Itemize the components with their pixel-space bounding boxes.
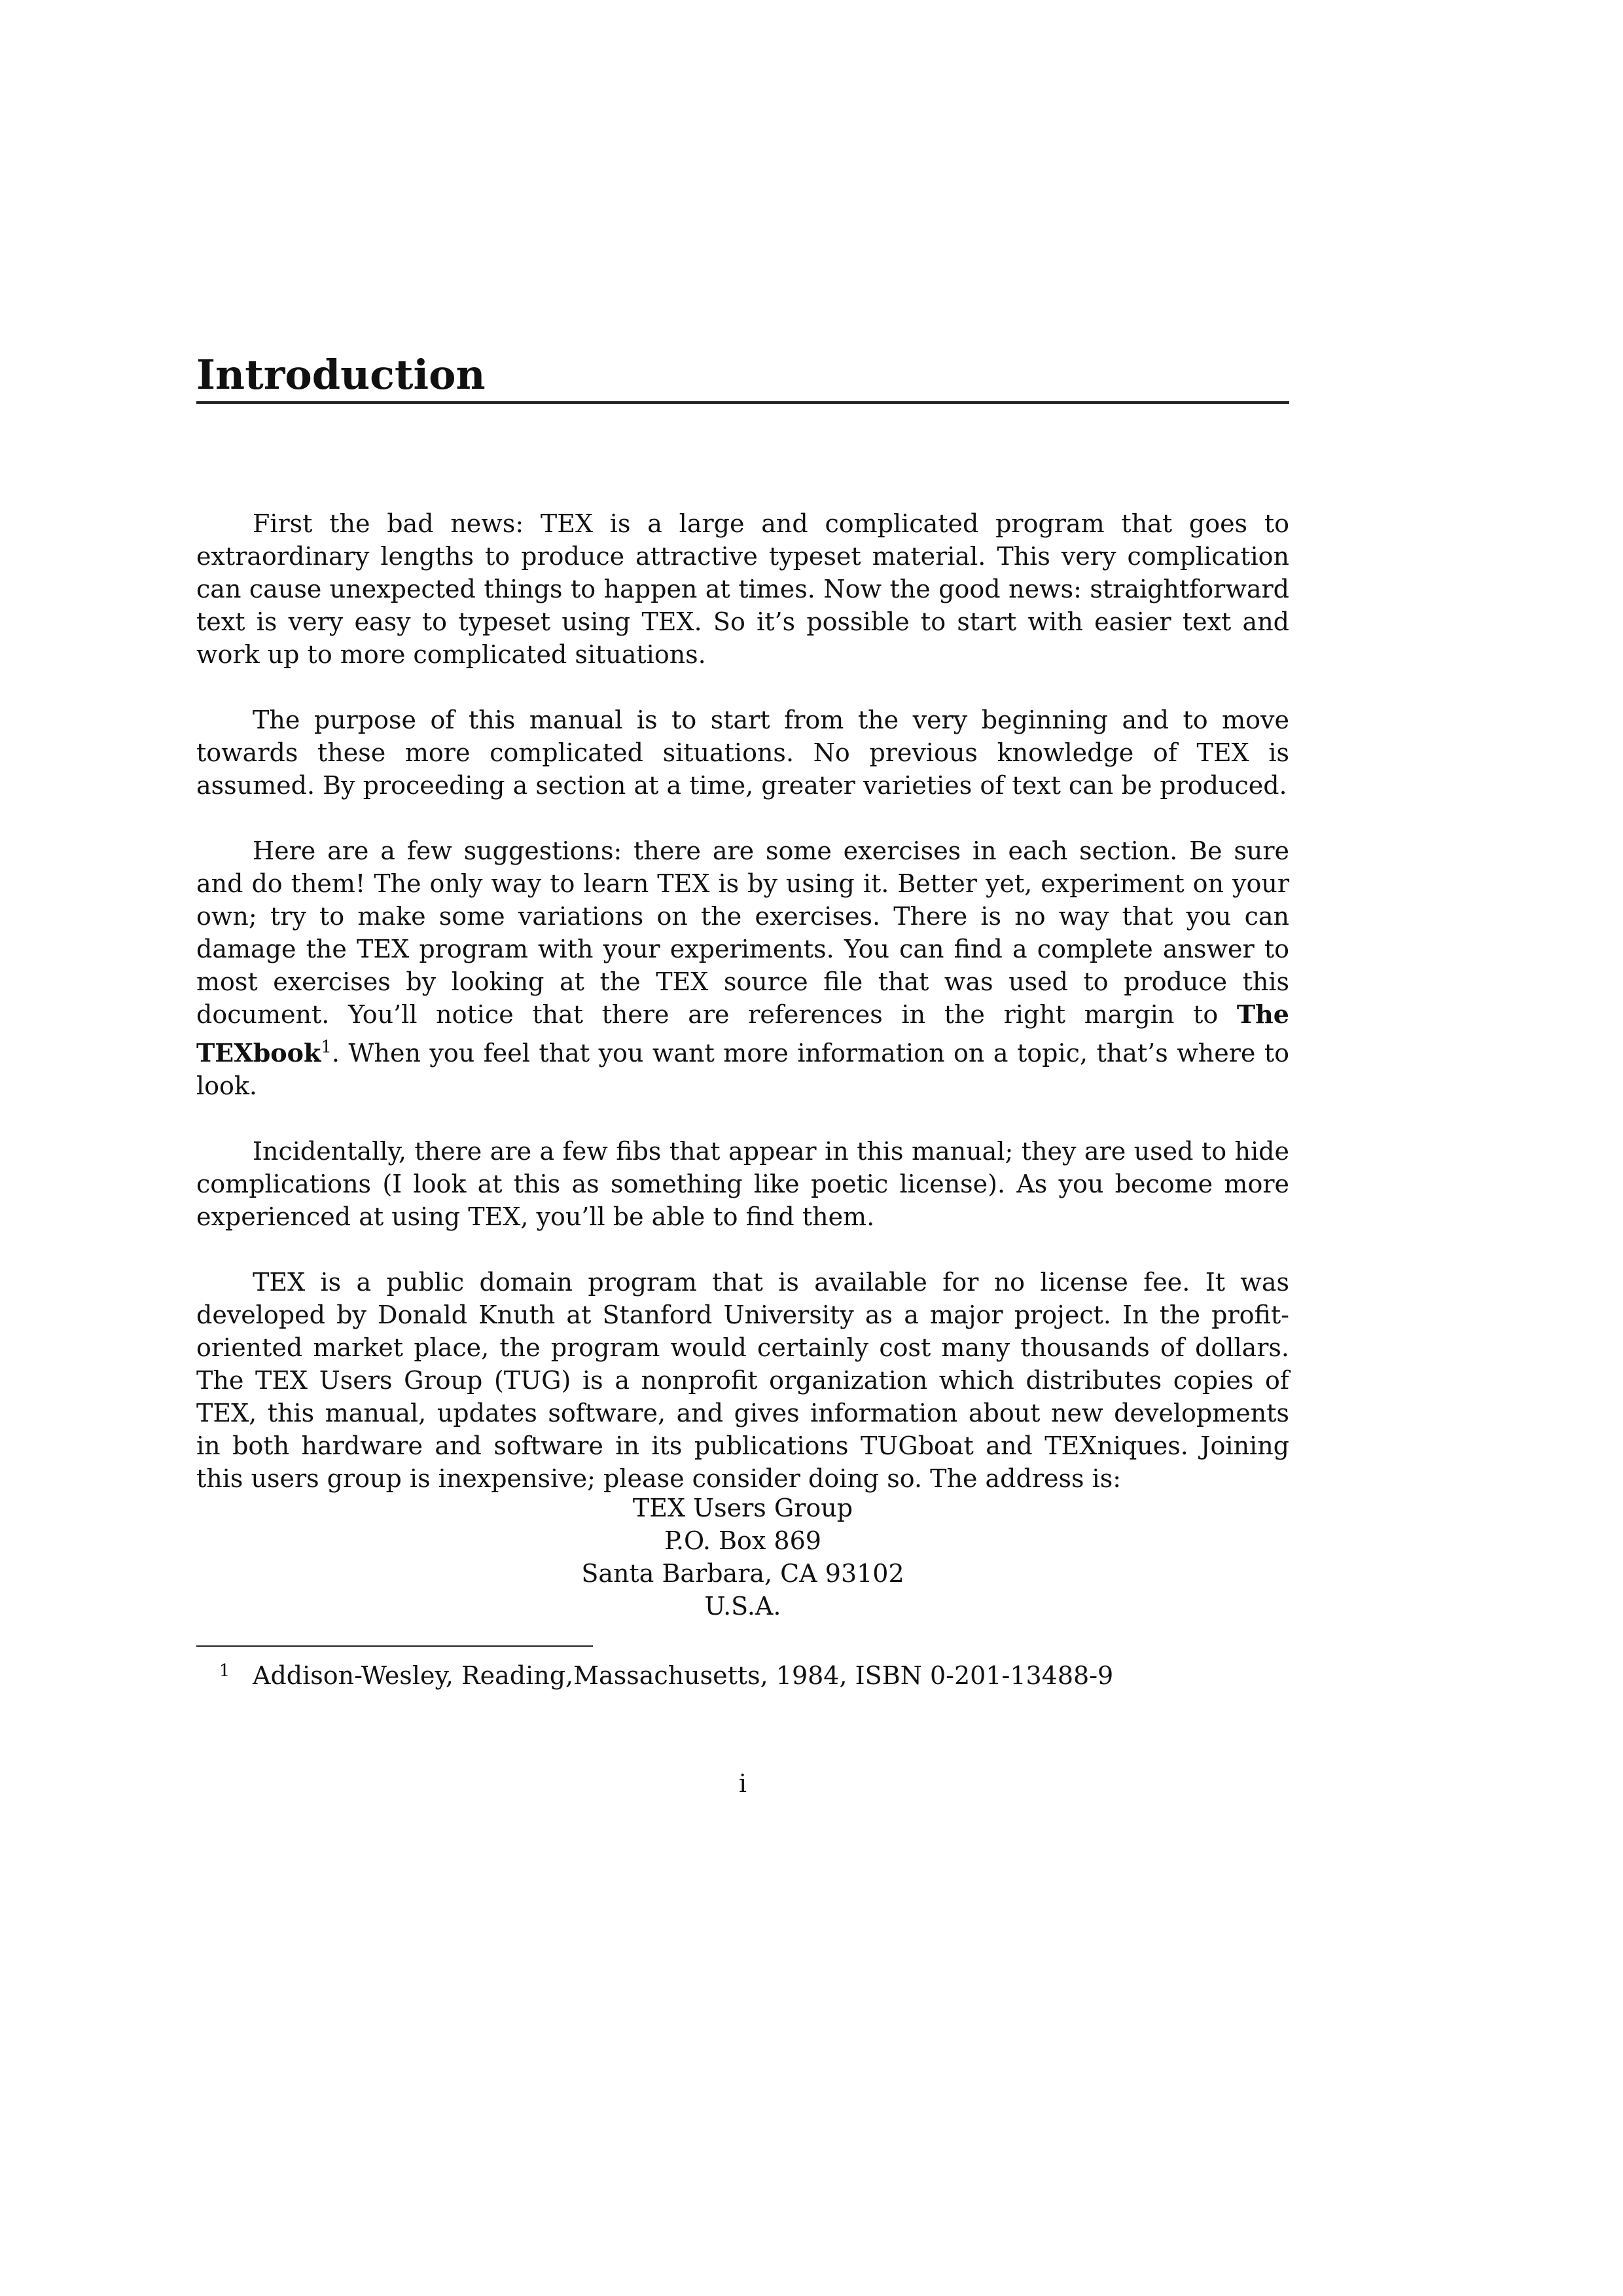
footnote (196, 1655, 1289, 1692)
paragraph-bad-news: First the bad news: TEX is a large and complicated program that goes to extraordinary lengths to produce attractive typeset material. This very complication can cause unexpected things to happen at times. Now the good news: straightforward text is very easy to typeset using TEX. So it’s possible to start with easier text and work up to more complicated situations. (196, 509, 1289, 669)
address-line: Santa Barbara, CA 93102 (581, 1559, 904, 1588)
footnote-rule (196, 1645, 593, 1647)
page-number: i (738, 1769, 747, 1798)
book-title: The TEXbook (196, 999, 1289, 1067)
address-line: U.S.A. (704, 1592, 781, 1621)
body-text (196, 507, 1289, 1528)
mailing-address (196, 1492, 1289, 1623)
suggestions-text: Here are a few suggestions: there are some exercises in each section. Be sure and do them! The only way to learn TEX is by using it. Better yet, experiment on your own; try to make some variations on the exercises. There is no way that you can damage the TEX program with your experiments. You can find a complete answer to most exercises by looking at the TEX source file that was used to produce this document. You’ll notice that there are references in the right margin to (196, 836, 1289, 1029)
page-title: Introduction (196, 350, 486, 399)
suggestions-text-end: . When you feel that you want more information on a topic, that’s where to look. (196, 1039, 1289, 1100)
title-rule (196, 401, 1289, 404)
paragraph-suggestions (196, 834, 1289, 1102)
footnote-mark: 1 (219, 1661, 230, 1681)
paragraph-tug: TEX is a public domain program that is available for no license fee. It was developed by Donald Knuth at Stanford University as a major project. In the profit-oriented market place, the program would certainly cost many thousands of dollars. The TEX Users Group (TUG) is a nonprofit organization which distributes copies of TEX, this manual, updates software, and gives information about new developments in both hardware and software in its publications TUGboat and TEXniques. Joining this users group is inexpensive; please consider doing so. The address is: (196, 1268, 1289, 1493)
paragraph-fibs: Incidentally, there are a few fibs that appear in this manual; they are used to hide complications (I look at this as something like poetic license). As you become more experienced at using TEX, you’ll be able to find them. (196, 1137, 1289, 1231)
footnote-reference: 1 (321, 1037, 332, 1057)
footnote-text: Addison-Wesley, Reading,Massachusetts, 1984, ISBN 0-201-13488-9 (253, 1661, 1114, 1690)
address-line: P.O. Box 869 (664, 1526, 821, 1555)
paragraph-purpose: The purpose of this manual is to start from the very beginning and to move towards these more complicated situations. No previous knowledge of TEX is assumed. By proceeding a section at a time, greater varieties of text can be produced. (196, 706, 1289, 800)
address-line: TEX Users Group (632, 1494, 853, 1522)
